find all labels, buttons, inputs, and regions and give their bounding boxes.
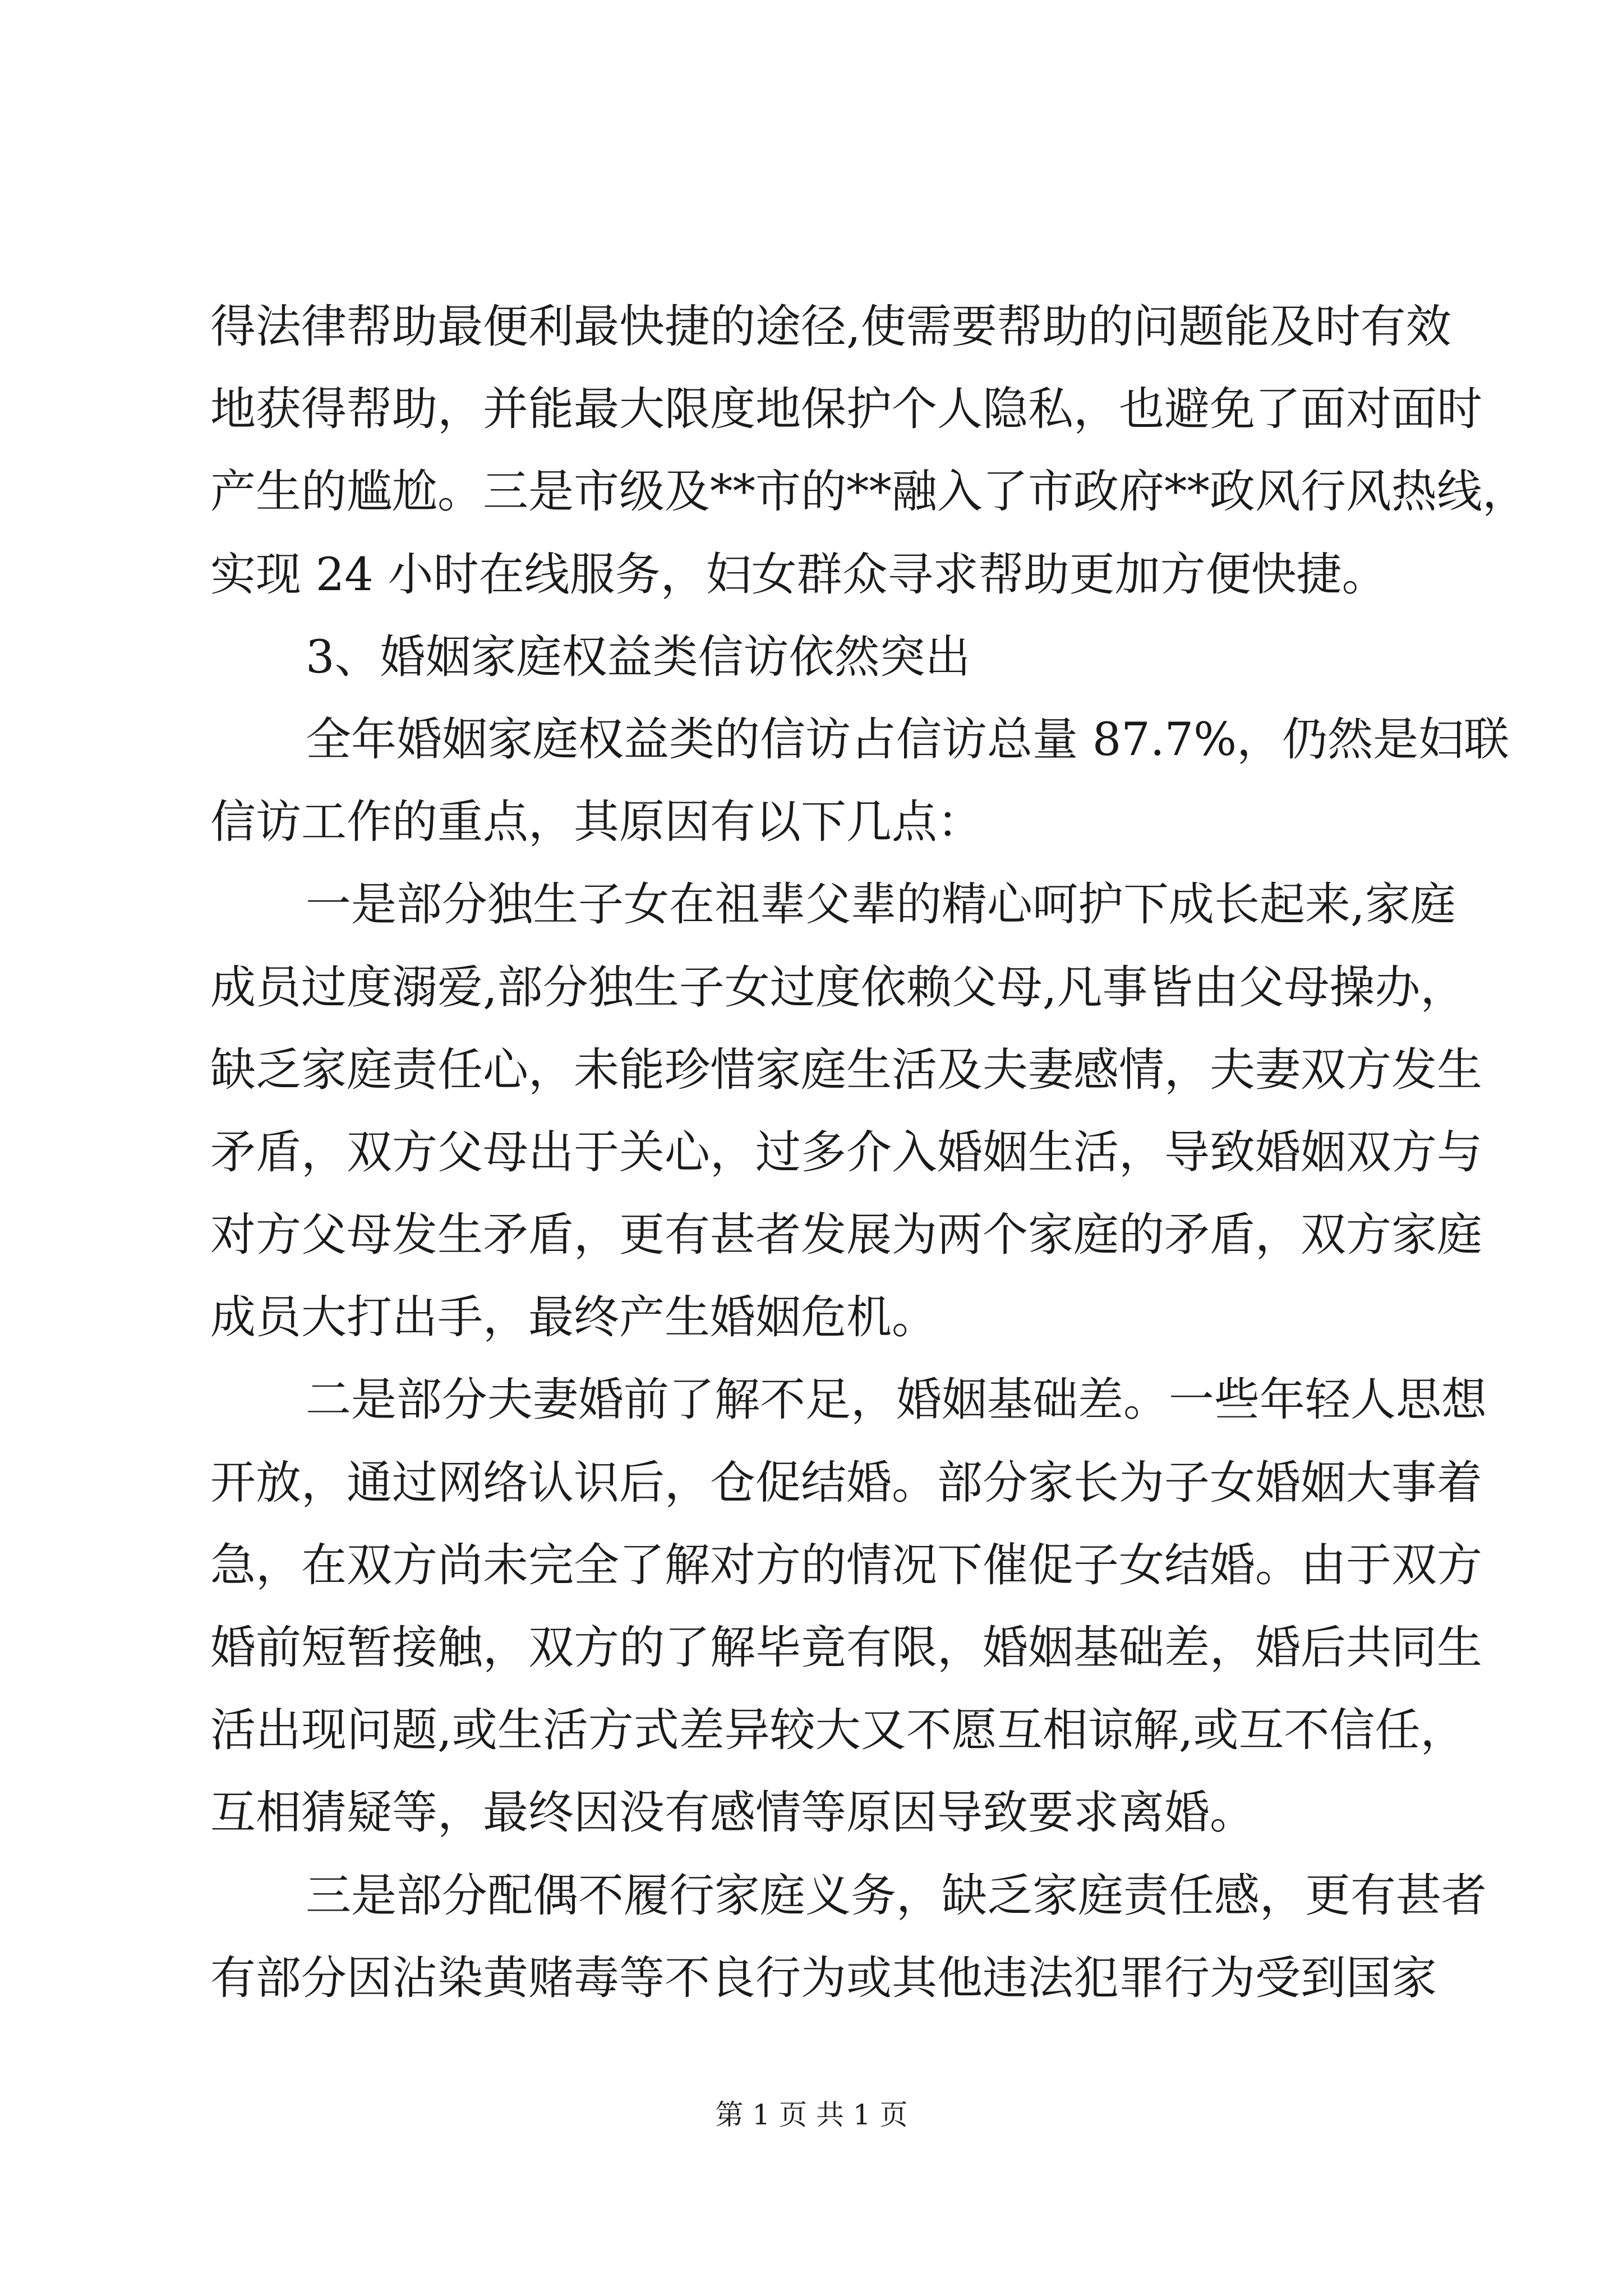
text-line: 3、婚姻家庭权益类信访依然突出 (306, 631, 971, 684)
text-line: 实现 24 小时在线服务，妇女群众寻求帮助更加方便快捷。 (210, 548, 1387, 601)
text-line: 二是部分夫妻婚前了解不足，婚姻基础差。一些年轻人思想 (306, 1374, 1487, 1427)
text-line: 活出现问题,或生活方式差异较大又不愿互相谅解,或互不信任， (210, 1704, 1466, 1757)
text-line: 成员大打出手，最终产生婚姻危机。 (210, 1291, 938, 1345)
text-line: 互相猜疑等，最终因没有感情等原因导致要求离婚。 (210, 1787, 1256, 1840)
text-line: 产生的尴尬。三是市级及**市的**融入了市政府**政风行风热线， (210, 466, 1528, 519)
text-line: 全年婚姻家庭权益类的信访占信访总量 87.7%，仍然是妇联 (306, 713, 1510, 766)
text-line: 地获得帮助，并能最大限度地保护个人隐私，也避免了面对面时 (210, 383, 1483, 436)
text-line: 信访工作的重点，其原因有以下几点： (210, 796, 983, 849)
document-body (210, 296, 1528, 2030)
text-line: 成员过度溺爱,部分独生子女过度依赖父母,凡事皆由父母操办， (210, 961, 1466, 1014)
text-line: 得法律帮助最便利最快捷的途径,使需要帮助的问题能及时有效 (210, 301, 1451, 353)
page-footer: 第 1 页 共 1 页 (715, 2099, 908, 2131)
text-line: 开放，通过网络认识后，仓促结婚。部分家长为子女婚姻大事着 (210, 1456, 1483, 1510)
text-line: 对方父母发生矛盾，更有甚者发展为两个家庭的矛盾，双方家庭 (210, 1209, 1483, 1262)
text-line: 矛盾，双方父母出于关心，过多介入婚姻生活，导致婚姻双方与 (210, 1126, 1483, 1179)
text-line: 急，在双方尚未完全了解对方的情况下催促子女结婚。由于双方 (210, 1539, 1483, 1592)
text-line: 婚前短暂接触，双方的了解毕竟有限，婚姻基础差，婚后共同生 (210, 1622, 1483, 1674)
text-line: 三是部分配偶不履行家庭义务，缺乏家庭责任感，更有甚者 (306, 1869, 1487, 1922)
text-line: 一是部分独生子女在祖辈父辈的精心呵护下成长起来,家庭 (306, 878, 1456, 932)
text-line: 有部分因沾染黄赌毒等不良行为或其他违法犯罪行为受到国家 (210, 1952, 1437, 2005)
text-line: 缺乏家庭责任心，未能珍惜家庭生活及夫妻感情，夫妻双方发生 (210, 1043, 1483, 1097)
